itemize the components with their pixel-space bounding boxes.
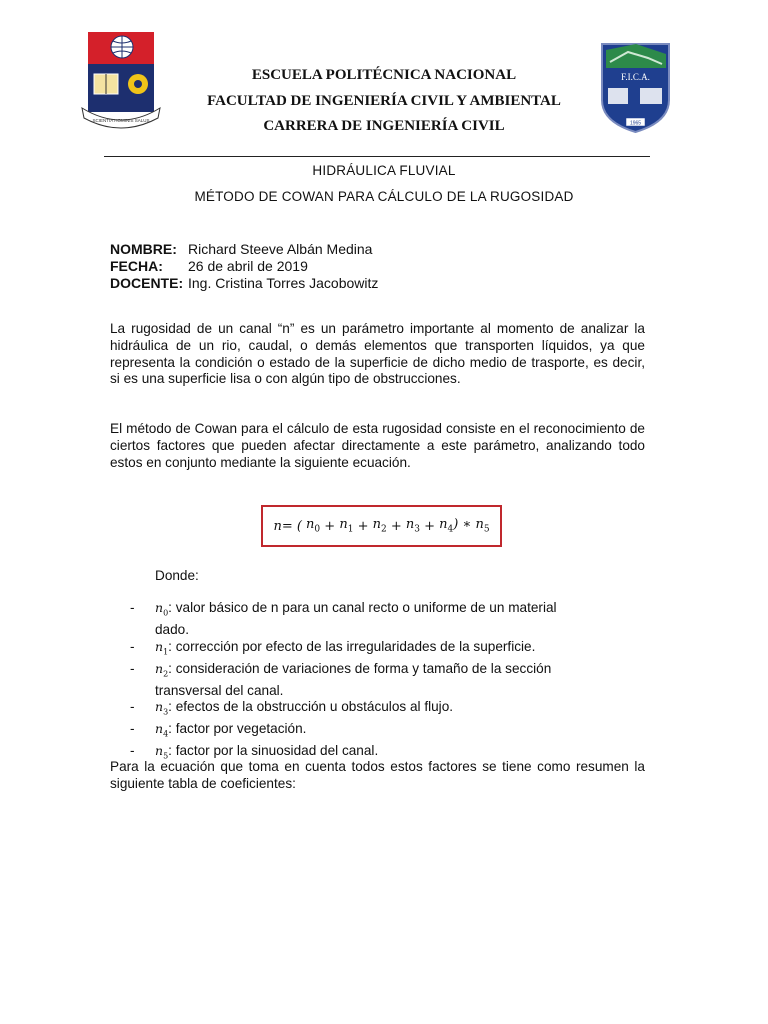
factor-symbol-index: 2 <box>163 669 169 678</box>
formula-term-n3: $n_3$ <box>405 517 420 535</box>
formula-term-n0: $n_0$ <box>306 517 321 535</box>
factor-symbol <box>155 639 168 654</box>
bullet-dash: - <box>130 743 135 758</box>
svg-text:1965: 1965 <box>629 120 642 127</box>
cowan-formula <box>261 505 502 547</box>
faculty-name: FACULTAD DE INGENIERÍA CIVIL Y AMBIENTAL <box>207 93 561 109</box>
formula-plus: + <box>353 518 373 534</box>
factor-symbol-letter: n <box>155 638 164 654</box>
factor-item <box>130 699 650 721</box>
career-name: CARRERA DE INGENIERÍA CIVIL <box>263 118 505 134</box>
factor-symbol-index: 0 <box>163 608 169 618</box>
factor-item <box>130 600 650 639</box>
table-intro-paragraph: Para la ecuación que toma en cuenta todos estos factores se tiene como resumen la siguiente tabla de coeficientes: <box>110 759 645 791</box>
factor-description-cont: dado. <box>155 622 190 637</box>
factor-symbol <box>155 743 169 761</box>
factor-symbol-index: 5 <box>163 751 169 761</box>
docente-label: DOCENTE: <box>110 275 184 291</box>
svg-text:F.I.C.A.: F.I.C.A. <box>621 72 650 82</box>
factor-description: : corrección por efecto de las irregularidades de la superficie. <box>168 638 536 654</box>
factor-item <box>130 639 650 661</box>
formula-eq: = ( <box>281 518 307 534</box>
info-fecha <box>110 258 308 274</box>
factor-symbol <box>155 661 168 676</box>
course-title: HIDRÁULICA FLUVIAL <box>312 163 456 178</box>
formula-term-n1: $n_1$ <box>339 517 354 535</box>
fecha-value: 26 de abril de 2019 <box>188 258 308 274</box>
fecha-label: FECHA: <box>110 258 163 274</box>
bullet-dash: - <box>130 699 135 714</box>
bullet-dash: - <box>130 638 135 654</box>
bullet-dash: - <box>130 600 135 615</box>
factor-description: : factor por la sinuosidad del canal. <box>168 743 379 758</box>
bullet-dash: - <box>130 721 135 736</box>
factor-symbol <box>155 721 169 739</box>
factor-list <box>130 600 650 765</box>
factor-description-cont: transversal del canal. <box>155 682 284 698</box>
formula-lhs: n <box>273 518 282 534</box>
document-subject: MÉTODO DE COWAN PARA CÁLCULO DE LA RUGOSIDAD <box>194 189 574 204</box>
factor-item <box>130 661 650 700</box>
formula-term-n4: $n_4$ <box>439 517 454 535</box>
donde-label: Donde: <box>155 568 199 583</box>
factor-symbol-letter: n <box>155 699 164 714</box>
institution-name: ESCUELA POLITÉCNICA NACIONAL <box>251 67 517 83</box>
factor-description: : consideración de variaciones de forma y tamaño de la sección <box>168 660 552 676</box>
factor-symbol-index: 4 <box>163 729 169 739</box>
factor-symbol-index: 1 <box>163 647 169 656</box>
factor-symbol <box>155 699 169 717</box>
factor-description: : valor básico de n para un canal recto o uniforme de un material <box>168 600 557 615</box>
factor-symbol-letter: n <box>155 600 164 615</box>
factor-symbol-index: 3 <box>163 707 169 717</box>
factor-symbol <box>155 600 169 618</box>
factor-symbol-letter: n <box>155 743 164 758</box>
intro-paragraph: La rugosidad de un canal “n” es un parámetro importante al momento de analizar la hidráulica de un rio, caudal, o demás elementos que transporten líquidos, ya que representa la condición o estado de la superficie de dicho medio de trasporte, es decir, si es una superficie lisa o con algún tipo de obstrucciones. <box>110 321 645 387</box>
nombre-label: NOMBRE: <box>110 241 177 257</box>
method-paragraph: El método de Cowan para el cálculo de esta rugosidad consiste en el reconocimiento de ciertos factores que pueden afectar directamente a este parámetro, analizando todo estos en conjunto mediante la siguiente ecuación. <box>110 421 645 470</box>
bullet-dash: - <box>130 660 135 676</box>
formula-tail: ) ∗ $n_5$ <box>453 517 490 535</box>
factor-symbol-letter: n <box>155 721 164 736</box>
info-docente <box>110 275 378 291</box>
factor-symbol-letter: n <box>155 660 164 676</box>
formula-term-n2: $n_2$ <box>372 517 387 535</box>
formula-plus: + <box>386 518 406 534</box>
nombre-value: Richard Steeve Albán Medina <box>188 241 373 257</box>
factor-item <box>130 721 650 743</box>
formula-plus: + <box>320 518 340 534</box>
factor-description: : factor por vegetación. <box>168 721 307 736</box>
docente-value: Ing. Cristina Torres Jacobowitz <box>188 275 379 291</box>
info-nombre <box>110 241 372 257</box>
svg-text:SCIENTIA HOMINIS SALUS: SCIENTIA HOMINIS SALUS <box>92 118 150 123</box>
formula-plus: + <box>420 518 440 534</box>
factor-description: : efectos de la obstrucción u obstáculos al flujo. <box>168 699 454 714</box>
header-divider <box>104 156 650 157</box>
